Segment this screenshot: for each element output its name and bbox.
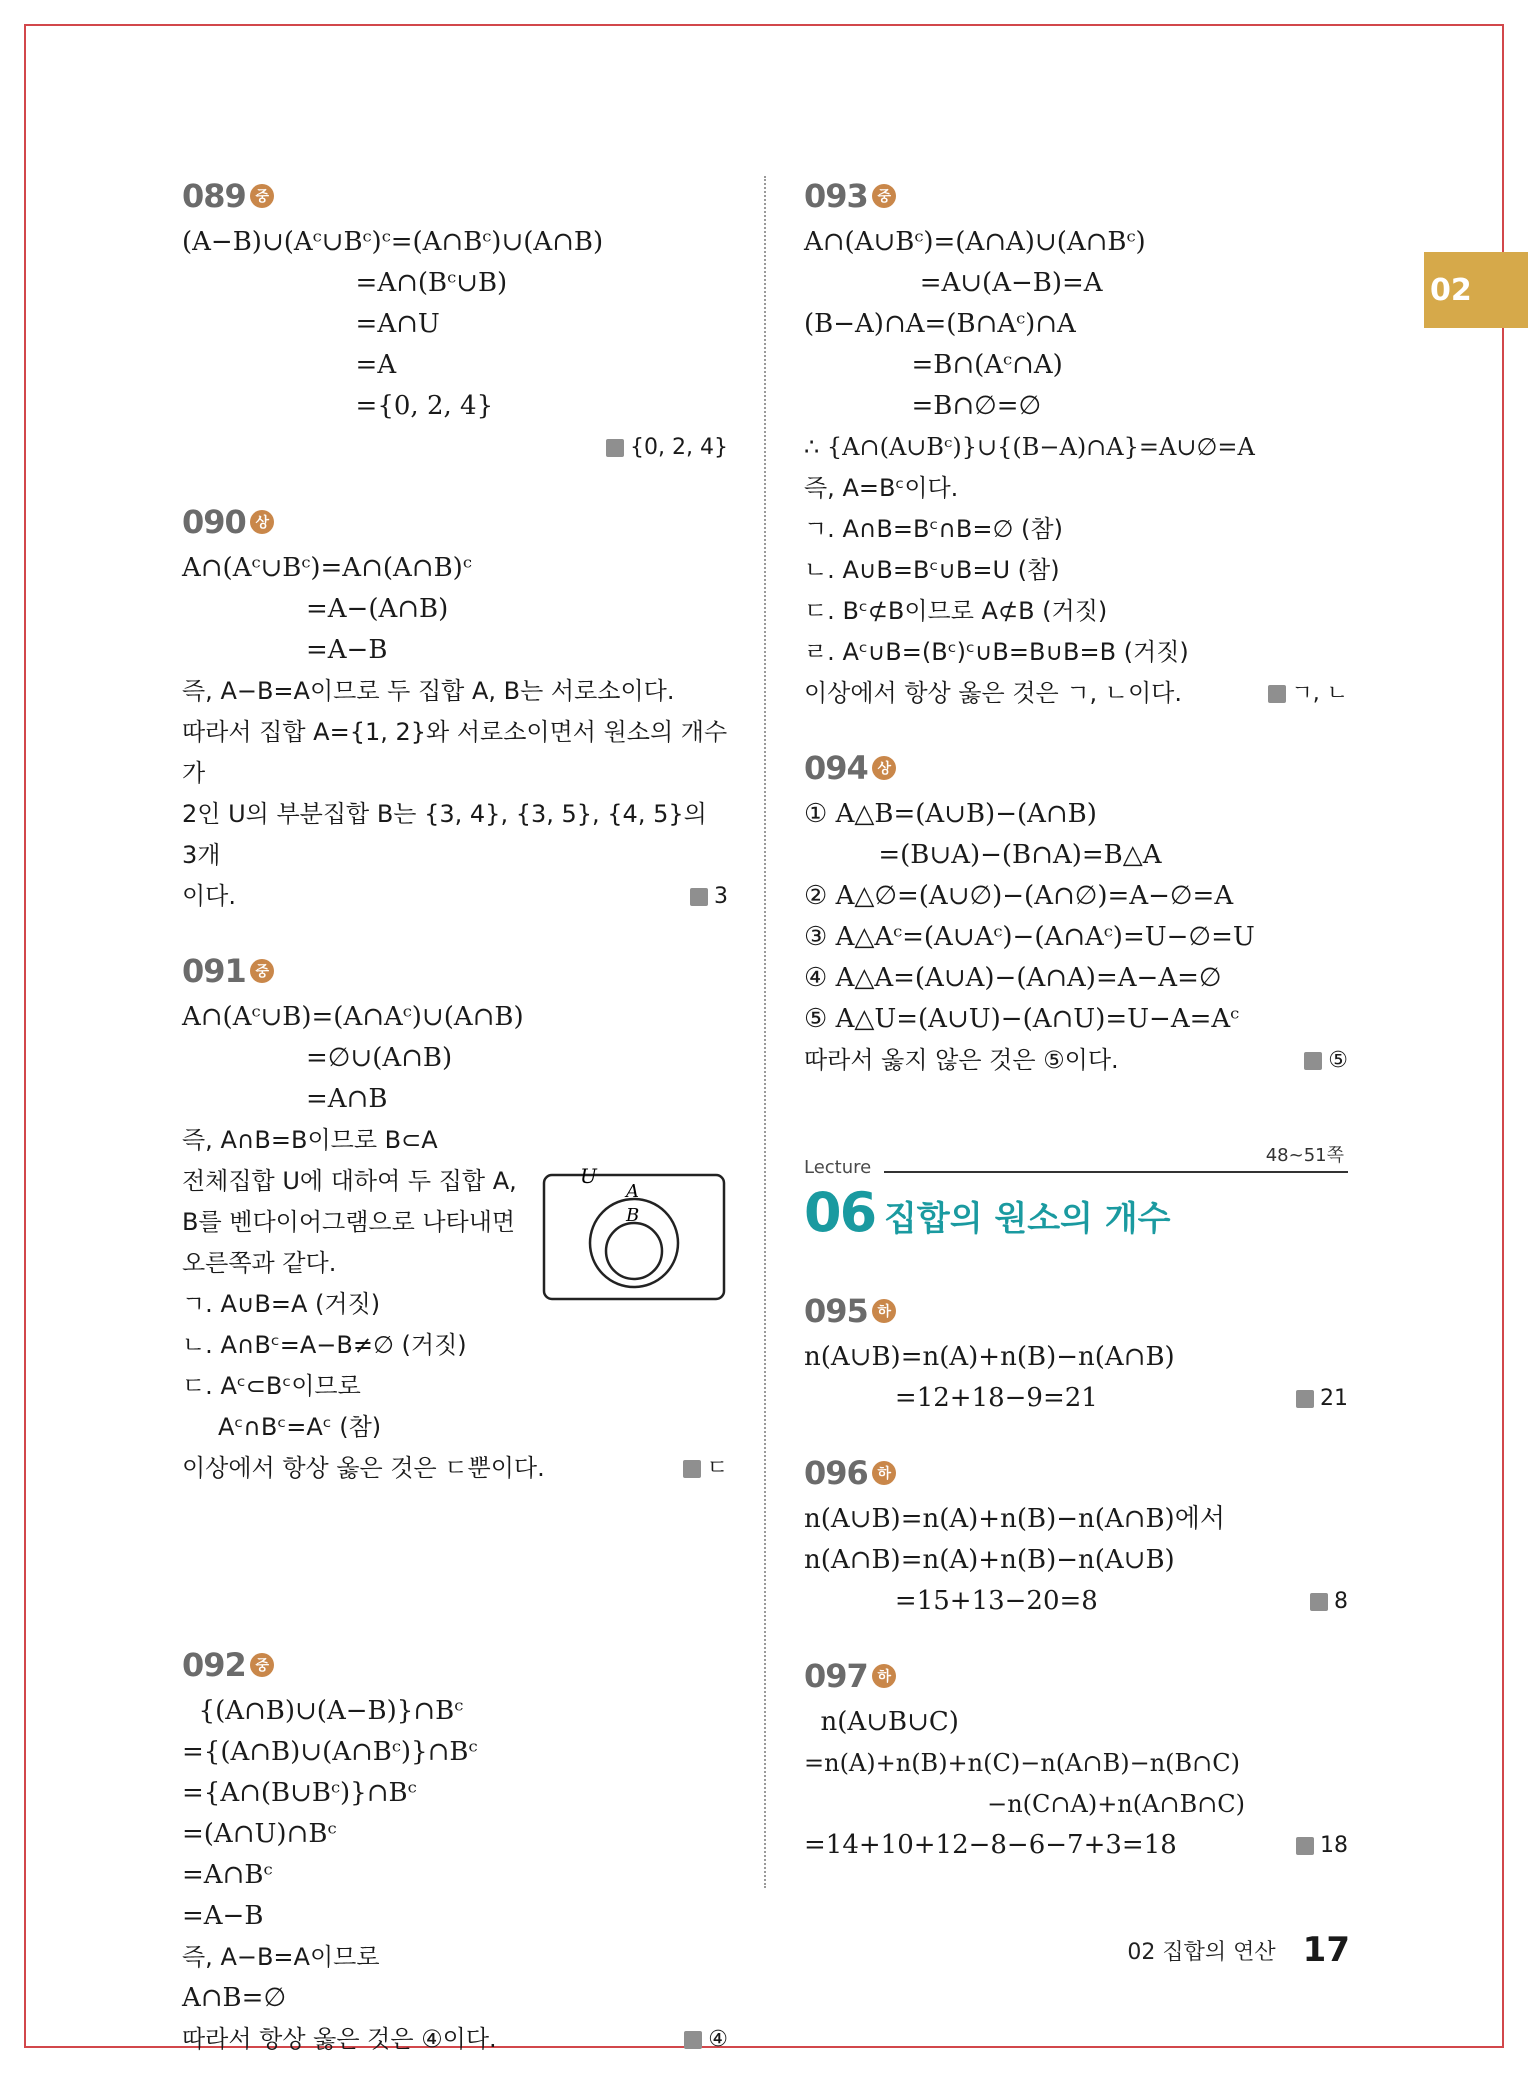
math-line: (B−A)∩A=(B∩Aᶜ)∩A [804,309,1076,339]
problem-092 [182,1641,728,2060]
math-line: =A∪(A−B)=A [804,268,1103,298]
text-last: 이상에서 항상 옳은 것은 ㄱ, ㄴ이다. [804,679,1182,707]
problem-number: 091 중 [182,947,728,995]
math-line: ③ A△Aᶜ=(A∪Aᶜ)−(A∩Aᶜ)=U−∅=U [804,922,1255,952]
text-line [182,2019,728,2060]
answer-icon [1304,1052,1322,1070]
math-line: =(B∪A)−(B∩A)=B△A [804,840,1162,870]
problem-number: 092 중 [182,1641,728,1689]
math-line: A∩(A∪Bᶜ)=(A∩A)∪(A∩Bᶜ) [804,227,1146,257]
math-line: ={A∩(B∪Bᶜ)}∩Bᶜ [182,1778,417,1808]
text-line: 2인 U의 부분집합 B는 {3, 4}, {3, 5}, {4, 5}의 3개 [182,800,707,869]
text-last: 이다. [182,882,236,910]
answer: 3 [690,876,728,917]
answer: ⑤ [1304,1040,1348,1081]
answer: 18 [1296,1825,1348,1866]
lecture-pages: 48~51쪽 [1265,1145,1344,1166]
problem-number: 089 중 [182,172,728,220]
venn-explanation [182,1161,728,1489]
math-line: =(A∩U)∩Bᶜ [182,1819,337,1849]
text-line: 따라서 집합 A={1, 2}와 서로소이면서 원소의 개수가 [182,718,728,787]
problem-number: 090 상 [182,498,728,546]
text-line [182,876,728,917]
text-line: ㄱ. A∪B=A (거짓) [182,1290,381,1318]
left-column [182,172,728,2090]
text-line [804,1040,1348,1081]
difficulty-badge: 중 [250,1653,274,1677]
math-line: =A∩(Bᶜ∪B) [182,268,508,298]
venn-section [182,1161,728,1611]
math-line: n(A∩B)=n(A)+n(B)−n(A∪B) [804,1545,1175,1575]
text-line: 즉, A−B=A이므로 두 집합 A, B는 서로소이다. [182,677,675,705]
math-line: ① A△B=(A∪B)−(A∩B) [804,799,1097,829]
text-line: 전체집합 U에 대하여 두 집합 A, [182,1167,517,1195]
chapter-side-tab: 02 [1424,252,1528,328]
math-line: n(A∪B)=n(A)+n(B)−n(A∩B)에서 [804,1504,1225,1534]
lecture-title: 집합의 원소의 개수 [884,1199,1171,1239]
answer-icon [1296,1390,1314,1408]
problem-number: 095 하 [804,1287,1348,1335]
text-last: 따라서 옳지 않은 것은 ⑤이다. [804,1046,1119,1074]
set-b-circle [606,1223,662,1279]
text-last: 따라서 항상 옳은 것은 ④이다. [182,2025,497,2053]
problem-090 [182,498,728,917]
answer-icon [1296,1837,1314,1855]
problem-093 [804,172,1348,714]
problem-number: 096 하 [804,1449,1348,1497]
text-line: 즉, A∩B=B이므로 B⊂A [182,1126,438,1154]
math-line [804,1581,1348,1622]
text-line: ㄴ. A∪B=Bᶜ∪B=U (참) [804,556,1060,584]
lecture-rule [884,1171,1348,1173]
math-line: A∩(Aᶜ∪B)=(A∩Aᶜ)∪(A∩B) [182,1002,524,1032]
math-line: A∩(Aᶜ∪Bᶜ)=A∩(A∩B)ᶜ [182,553,472,583]
math-line: =A−B [182,635,388,665]
math-line: =A∩U [182,309,440,339]
difficulty-badge: 하 [872,1664,896,1688]
math-line: =A∩B [182,1084,388,1114]
problem-number: 097 하 [804,1652,1348,1700]
math-last: =15+13−20=8 [804,1586,1098,1616]
problem-number: 093 중 [804,172,1348,220]
footer-chapter: 02 집합의 연산 [1127,1939,1276,1965]
lecture-label: Lecture [804,1157,872,1178]
text-line: ㄷ. Bᶜ⊄B이므로 A⊄B (거짓) [804,597,1108,625]
math-line: =B∩∅=∅ [804,391,1042,421]
answer: ㄱ, ㄴ [1268,673,1349,714]
problem-089 [182,172,728,468]
problem-097 [804,1652,1348,1866]
page-number: 17 [1302,1930,1350,1970]
difficulty-badge: 상 [250,510,274,534]
answer-icon [1268,685,1286,703]
math-last: =14+10+12−8−6−7+3=18 [804,1830,1177,1860]
math-line: ={0, 2, 4} [182,391,494,421]
problem-096 [804,1449,1348,1622]
math-line: =A∩Bᶜ [182,1860,273,1890]
math-line [804,1825,1348,1866]
math-line: n(A∪B)=n(A)+n(B)−n(A∩B) [804,1342,1175,1372]
math-line: ② A△∅=(A∪∅)−(A∩∅)=A−∅=A [804,881,1234,911]
difficulty-badge: 중 [250,184,274,208]
label-a: A [626,1181,639,1202]
math-line: =A [182,350,397,380]
text-line: ㄹ. Aᶜ∪B=(Bᶜ)ᶜ∪B=B∪B=B (거짓) [804,638,1189,666]
math-line: ⑤ A△U=(A∪U)−(A∩U)=U−A=Aᶜ [804,1004,1240,1034]
math-line [804,1378,1348,1419]
text-line [804,673,1348,714]
text-line: Aᶜ∩Bᶜ=Aᶜ (참) [218,1413,382,1441]
math-line: =n(A)+n(B)+n(C)−n(A∩B)−n(B∩C) [804,1749,1240,1777]
math-line: A∩B=∅ [182,1983,287,2013]
page-footer [1127,1930,1350,1970]
answer-icon [683,1460,701,1478]
answer: {0, 2, 4} [182,427,728,468]
difficulty-badge: 하 [872,1299,896,1323]
answer: 8 [1310,1581,1348,1622]
text-last: 이상에서 항상 옳은 것은 ㄷ뿐이다. [182,1454,545,1482]
text-line: ㄷ. Aᶜ⊂Bᶜ이므로 [182,1372,361,1400]
difficulty-badge: 하 [872,1461,896,1485]
math-line: ={(A∩B)∪(A∩Bᶜ)}∩Bᶜ [182,1737,478,1767]
math-line: (A−B)∪(Aᶜ∪Bᶜ)ᶜ=(A∩Bᶜ)∪(A∩B) [182,227,604,257]
column-divider [764,176,766,1888]
label-b: B [626,1205,640,1226]
answer: 21 [1296,1378,1348,1419]
difficulty-badge: 상 [872,756,896,780]
answer: ㄷ [683,1448,728,1489]
text-line: 즉, A−B=A이므로 [182,1943,380,1971]
answer-icon [690,888,708,906]
text-line: 즉, A=Bᶜ이다. [804,474,959,502]
difficulty-badge: 중 [250,959,274,983]
problem-095 [804,1287,1348,1419]
math-line: =B∩(Aᶜ∩A) [804,350,1063,380]
answer: ④ [684,2019,728,2060]
text-line: B를 벤다이어그램으로 나타내면 [182,1208,516,1236]
label-u: U [580,1167,597,1188]
math-line: n(A∪B∪C) [804,1707,959,1737]
venn-diagram [542,1167,728,1307]
math-line: ④ A△A=(A∪A)−(A∩A)=A−A=∅ [804,963,1222,993]
text-line: ㄴ. A∩Bᶜ=A−B≠∅ (거짓) [182,1331,467,1359]
lecture-number: 06 [804,1181,876,1244]
right-column [804,172,1348,1896]
text-line: ㄱ. A∩B=Bᶜ∩B=∅ (참) [804,515,1063,543]
math-line: =∅∪(A∩B) [182,1043,453,1073]
math-line: −n(C∩A)+n(A∩B∩C) [804,1790,1246,1818]
math-last: =12+18−9=21 [804,1383,1098,1413]
text-line: 오른쪽과 같다. [182,1249,337,1277]
answer-icon [1310,1593,1328,1611]
math-line: ∴ {A∩(A∪Bᶜ)}∪{(B−A)∩A}=A∪∅=A [804,433,1255,461]
difficulty-badge: 중 [872,184,896,208]
math-line: {(A∩B)∪(A−B)}∩Bᶜ [182,1696,464,1726]
text-line [182,1448,728,1489]
problem-number: 094 상 [804,744,1348,792]
answer-icon [606,439,624,457]
math-line: =A−(A∩B) [182,594,449,624]
answer-icon [684,2031,702,2049]
problem-091 [182,947,728,1611]
math-line: =A−B [182,1901,264,1931]
problem-094 [804,744,1348,1081]
lecture-header [804,1141,1348,1261]
